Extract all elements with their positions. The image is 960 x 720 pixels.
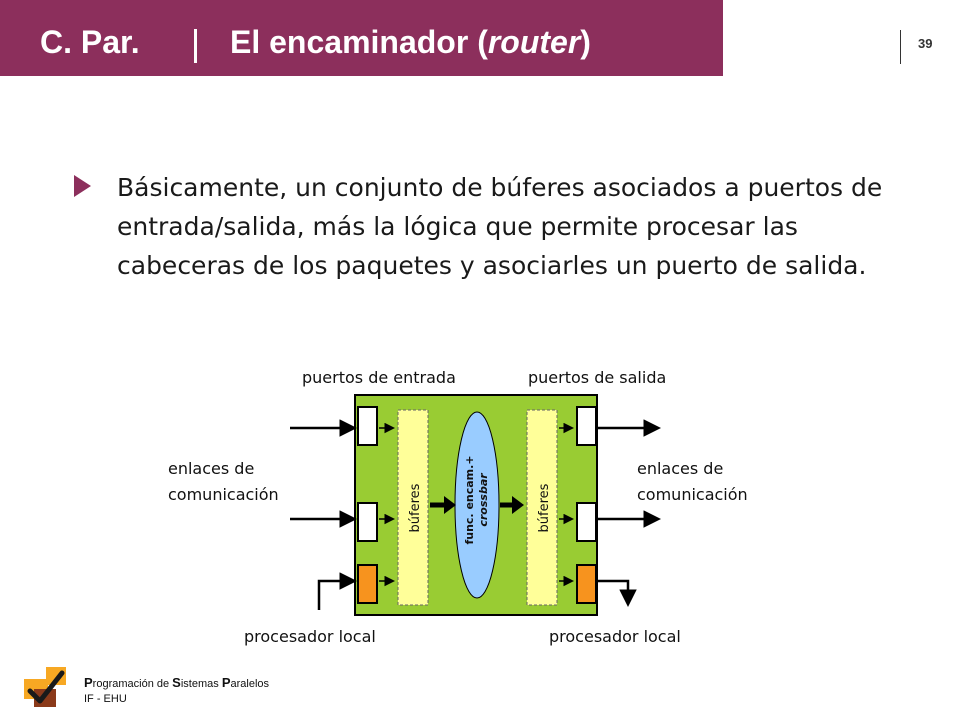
links-right-label-line2: comunicación: [637, 485, 748, 504]
footer-line2: IF - EHU: [84, 693, 127, 705]
links-left-label-line1: enlaces de: [168, 459, 255, 478]
input-port: [358, 407, 377, 445]
output-port-local: [577, 565, 596, 603]
title-close: ): [580, 24, 591, 60]
checkmark-logo-icon: [22, 665, 70, 709]
output-port: [577, 503, 596, 541]
bullet-text: Básicamente, un conjunto de búferes asociados a puertos de entrada/salida, más la lógica que permite procesar las cabeceras de los paquetes y asociarles un puerto de salida.: [117, 173, 883, 280]
output-buffer-label: búferes: [537, 483, 552, 533]
output-ports-label: puertos de salida: [528, 368, 667, 387]
page-number: 39: [918, 36, 933, 51]
local-processor-output-arrow: [598, 581, 628, 602]
crossbar-label-line2: crossbar: [477, 473, 490, 527]
input-ports-label: puertos de entrada: [302, 368, 456, 387]
input-buffer-label: búferes: [408, 483, 423, 533]
course-name: C. Par.: [40, 24, 140, 60]
local-processor-input-arrow: [319, 581, 352, 610]
local-processor-right-label: procesador local: [549, 627, 681, 646]
links-right-label-line1: enlaces de: [637, 459, 724, 478]
footer-line1: Programación de Sistemas Paralelos: [84, 675, 270, 690]
title-italic: router: [487, 24, 581, 60]
local-processor-left-label: procesador local: [244, 627, 376, 646]
output-port: [577, 407, 596, 445]
footer-text: [84, 675, 269, 707]
title-main: El encaminador (: [230, 24, 488, 60]
crossbar-label-line1: func. encam.+: [463, 455, 476, 545]
input-port: [358, 503, 377, 541]
links-left-label-line2: comunicación: [168, 485, 279, 504]
input-port-local: [358, 565, 377, 603]
